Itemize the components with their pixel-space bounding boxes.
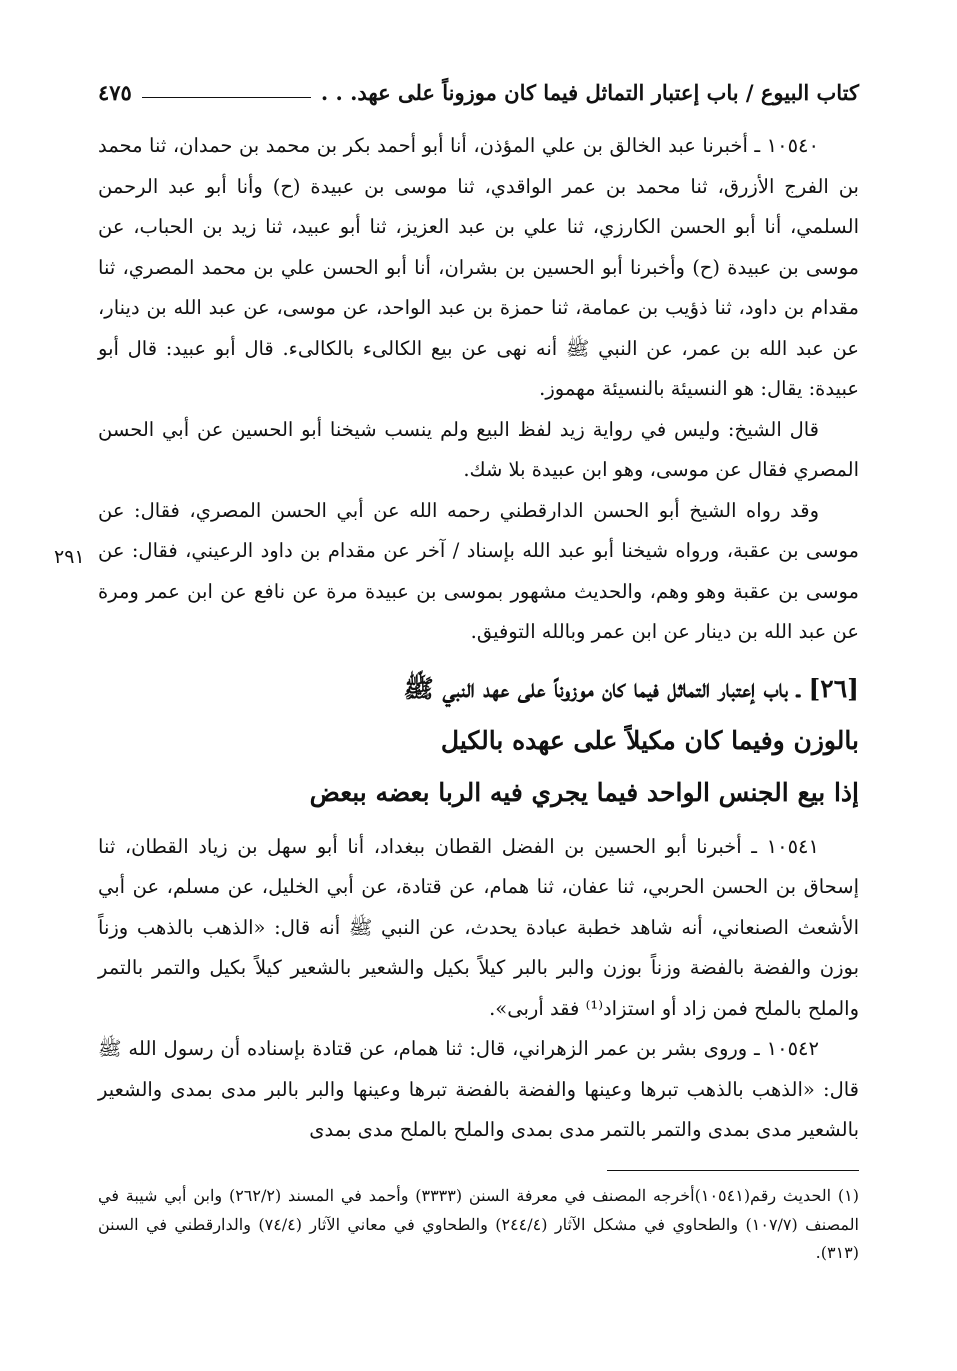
header-rule xyxy=(142,97,311,98)
margin-page-reference: ٢٩١ xyxy=(54,546,85,568)
footnote-1: (١) الحديث رقم(١٠٥٤١)أخرجه المصنف في معرفة السنن (٣٣٣٣) وأحمد في المسند (٢٦٢/٢) وابن أبي شيبة في المصنف (١٠٧/٧) والطحاوي في مشكل الآثار (٢٤٤/٤) والطحاوي في معاني الآثار (٧٤/٤) والدارقطني في السنن (٣١٣). xyxy=(98,1186,860,1262)
chapter-heading-line-2: بالوزن وفيما كان مكيلاً على عهده بالكيل xyxy=(440,725,859,755)
hadith-10540: ١٠٥٤٠ ـ أخبرنا عبد الخالق بن علي المؤذن، أنا أبو أحمد بكر بن محمد بن حمدان، ثنا محمد بن الفرج الأزرق، ثنا محمد بن عمر الواقدي، ثنا موسى بن عبيدة (ح) وأنا أبو عبد الرحمن السلمي، أنا أبو الحسن الكارزي، ثنا علي بن عبد العزيز، ثنا أبو عبيد، ثنا زيد بن الحباب، عن موسى بن عبيدة (ح) وأخبرنا أبو الحسين بن بشران، أنا أبو الحسن علي بن محمد المصري، ثنا مقدام بن داود، ثنا ذؤيب بن عمامة، ثنا حمزة بن عبد الواحد، عن موسى، عن عبد الله بن دينار، عن عبد الله بن عمر، عن النبي ﷺ أنه نهى عن بيع الكالىء بالكالىء. قال أبو عبيد: قال أبو عبيدة: يقال: هو النسيئة بالنسيئة مهموز. xyxy=(98,134,859,400)
chapter-heading-line-1: [٢٦] ـ باب إعتبار التماثل فيما كان موزوناً على عهد النبي ﷺ xyxy=(403,673,859,703)
chapter-heading xyxy=(98,663,859,819)
main-text xyxy=(98,126,859,1151)
daraqutni-narration: وقد رواه الشيخ أبو الحسن الدارقطني رحمه الله عن أبي الحسن المصري، فقال: عن موسى بن عقبة، ورواه شيخنا أبو عبد الله بإسناد / آخر عن مقدام بن داود الرعيني، فقال: عن موسى بن عقبة وهو وهم، والحديث مشهور بموسى بن عبيدة مرة عن نافع عن ابن عمر ومرة عن عبد الله بن دينار عن ابن عمر وبالله التوفيق. xyxy=(98,498,859,643)
chapter-heading-line-3: إذا بيع الجنس الواحد فيما يجري فيه الربا بعضه ببعض xyxy=(309,777,859,807)
footnotes xyxy=(98,1182,859,1268)
footnote-divider xyxy=(607,1170,859,1171)
running-header xyxy=(98,72,859,112)
hadith-10542: ١٠٥٤٢ ـ وروى بشر بن عمر الزهراني، قال: ثنا همام، عن قتادة بإسناده أن رسول الله ﷺ قال: «الذهب بالذهب تبرها وعينها والفضة بالفضة تبرها وعينها والبر بالبر مدى بمدى والشعير بالشعير مدى بمدى والتمر بالتمر مدى بمدى والملح بالملح مدى بمدى xyxy=(98,1037,859,1141)
page-number: ٤٧٥ xyxy=(98,79,132,105)
sheikh-comment: قال الشيخ: وليس في رواية زيد لفظ البيع ولم ينسب شيخنا أبو الحسين عن أبي الحسن المصري فقال عن موسى، وهو ابن عبيدة بلا شك. xyxy=(98,417,859,481)
hadith-10541: ١٠٥٤١ ـ أخبرنا أبو الحسين بن الفضل القطان ببغداد، أنا أبو سهل بن زياد القطان، ثنا إسحاق بن الحسن الحربي، ثنا عفان، ثنا همام، عن قتادة، عن أبي الخليل، عن مسلم، عن أبي الأشعث الصنعاني، أنه شاهد خطبة عبادة يحدث، عن النبي ﷺ أنه قال: «الذهب بالذهب وزناً بوزن والفضة بالفضة وزناً بوزن والبر بالبر كيلاً بكيل والشعير بالشعير كيلاً بكيل والتمر بالتمر والملح بالملح فمن زاد أو استزاد⁽¹⁾ فقد أربى». xyxy=(98,834,859,1020)
header-title: كتاب البيوع / باب إعتبار التماثل فيما كان موزوناً على عهد. . . xyxy=(320,79,859,105)
